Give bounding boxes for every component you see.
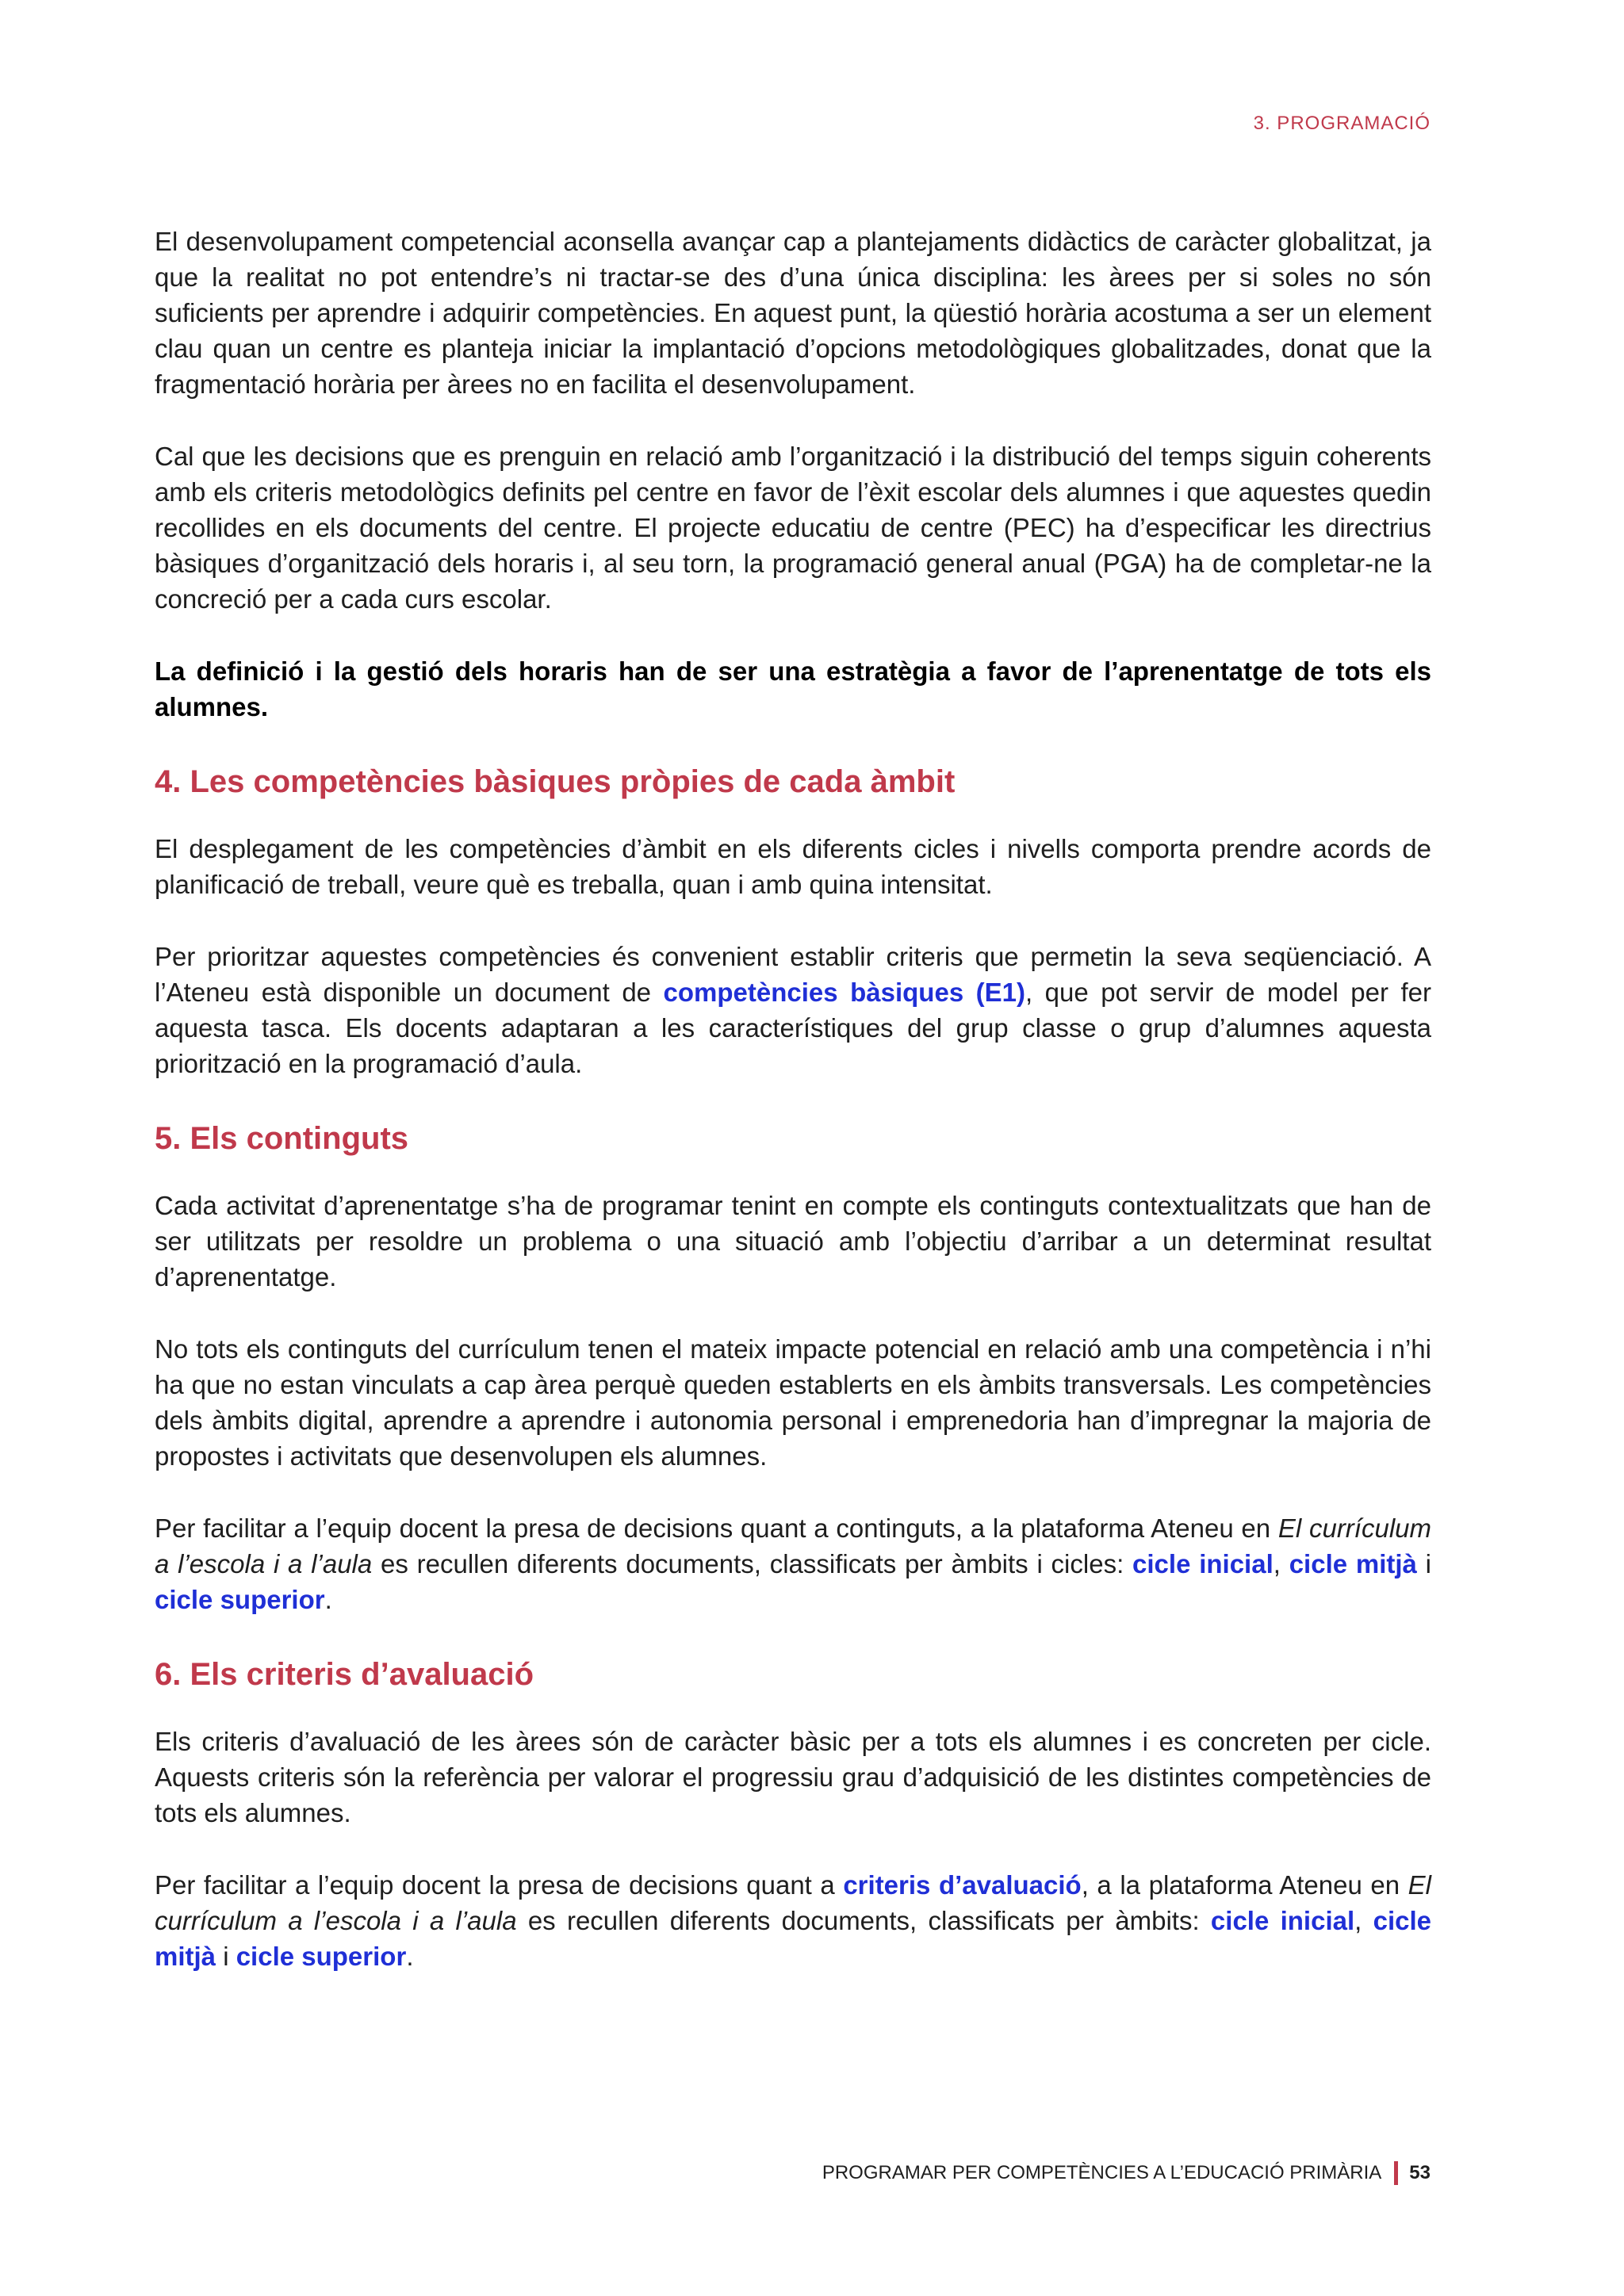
link-cicle-superior[interactable]: cicle superior [155, 1585, 325, 1614]
text-span: , [1354, 1906, 1373, 1935]
link-cicle-mitja[interactable]: cicle mitjà [155, 1906, 1431, 1971]
text-span: Per facilitar a l’equip docent la presa de decisions quant a continguts, a la plataforma Ateneu en [155, 1513, 1278, 1543]
page-number: 53 [1409, 2162, 1431, 2183]
text-span: Per prioritzar aquestes competències és convenient establir criteris que permetin la seva seqüenciació. A l’Ateneu està disponible un document de [155, 942, 1431, 1007]
section-6-paragraph-2 [155, 1867, 1431, 1974]
section-5-heading: 5. Els continguts [155, 1121, 409, 1156]
text-span: i [216, 1942, 236, 1971]
section-6-paragraph-1: Els criteris d’avaluació de les àrees són de caràcter bàsic per a tots els alumnes i es concreten per cicle. Aquests criteris són la referència per valorar el progressiu grau d’adquisició de les distintes competències de tots els alumnes. [155, 1727, 1431, 1827]
link-cicle-mitja[interactable]: cicle mitjà [1289, 1549, 1417, 1578]
text-span: i [1416, 1549, 1432, 1578]
text-span: , [1273, 1549, 1289, 1578]
text-span: Per facilitar a l’equip docent la presa de decisions quant a [155, 1870, 844, 1900]
text-span: , a la plataforma Ateneu en [1081, 1870, 1408, 1900]
footer-title: PROGRAMAR PER COMPETÈNCIES A L’EDUCACIÓ PRIMÀRIA [822, 2162, 1382, 2183]
italic-title: El currículum a l’escola i a l’aula [155, 1513, 1431, 1578]
section-5-paragraph-1: Cada activitat d’aprenentatge s’ha de programar tenint en compte els continguts contextualitzats que han de ser utilitzats per resoldre un problema o una situació amb l’objectiu d’arribar a un determinat resultat d’aprenentatge. [155, 1191, 1431, 1292]
section-4-paragraph-2 [155, 939, 1431, 1081]
link-cicle-inicial[interactable]: cicle inicial [1132, 1549, 1274, 1578]
text-span: es recullen diferents documents, classificats per àmbits: [516, 1906, 1211, 1935]
running-header: 3. PROGRAMACIÓ [1253, 113, 1431, 134]
italic-title: El currículum a l’escola i a l’aula [155, 1870, 1431, 1935]
link-cicle-superior[interactable]: cicle superior [236, 1942, 407, 1971]
section-5-paragraph-3 [155, 1510, 1431, 1617]
text-span: , que pot servir de model per fer aquesta tasca. Els docents adaptaran a les característiques del grup classe o grup d’alumnes aquesta priorització en la programació d’aula. [155, 978, 1431, 1078]
section-4-paragraph-1: El desplegament de les competències d’àmbit en els diferents cicles i nivells comporta prendre acords de planificació de treball, veure què es treballa, quan i amb quina intensitat. [155, 834, 1431, 899]
section-5-paragraph-2: No tots els continguts del currículum tenen el mateix impacte potencial en relació amb una competència i n’hi ha que no estan vinculats a cap àrea perquè queden establerts en els àmbits transversals. Les competències dels àmbits digital, aprendre a aprendre i autonomia personal i emprenedoria han d’impregnar la majoria de propostes i activitats que desenvolupen els alumnes. [155, 1334, 1431, 1471]
link-cicle-inicial[interactable]: cicle inicial [1210, 1906, 1355, 1935]
page-footer [822, 2161, 1431, 2185]
text-span: es recullen diferents documents, classificats per àmbits i cicles: [372, 1549, 1133, 1578]
text-span: . [324, 1585, 332, 1614]
section-4-heading: 4. Les competències bàsiques pròpies de cada àmbit [155, 764, 956, 799]
intro-paragraph-1: El desenvolupament competencial aconsella avançar cap a plantejaments didàctics de caràcter globalitzat, ja que la realitat no pot entendre’s ni tractar-se des d’una única disciplina: les àrees per si soles no són suficients per aprendre i adquirir competències. En aquest punt, la qüestió horària acostuma a ser un element clau quan un centre es planteja iniciar la implantació d’opcions metodològiques globalitzades, donat que la fragmentació horària per àrees no en facilita el desenvolupament. [155, 227, 1431, 399]
intro-paragraph-2: Cal que les decisions que es prenguin en relació amb l’organització i la distribució del temps siguin coherents amb els criteris metodològics definits pel centre en favor de l’èxit escolar dels alumnes i que aquestes quedin recollides en els documents del centre. El projecte educatiu de centre (PEC) ha d’especificar les directrius bàsiques d’organització dels horaris i, al seu torn, la programació general anual (PGA) ha de completar-ne la concreció per a cada curs escolar. [155, 442, 1431, 614]
footer-divider [1394, 2161, 1398, 2185]
link-criteris-avaluacio[interactable]: criteris d’avaluació [843, 1870, 1082, 1900]
link-competencies-basiques[interactable]: competències bàsiques (E1) [663, 978, 1025, 1007]
main-content [155, 224, 1431, 2011]
text-span: . [406, 1942, 414, 1971]
section-6-heading: 6. Els criteris d’avaluació [155, 1657, 534, 1692]
intro-highlight-paragraph: La definició i la gestió dels horaris han de ser una estratègia a favor de l’aprenentatge de tots els alumnes. [155, 656, 1431, 721]
